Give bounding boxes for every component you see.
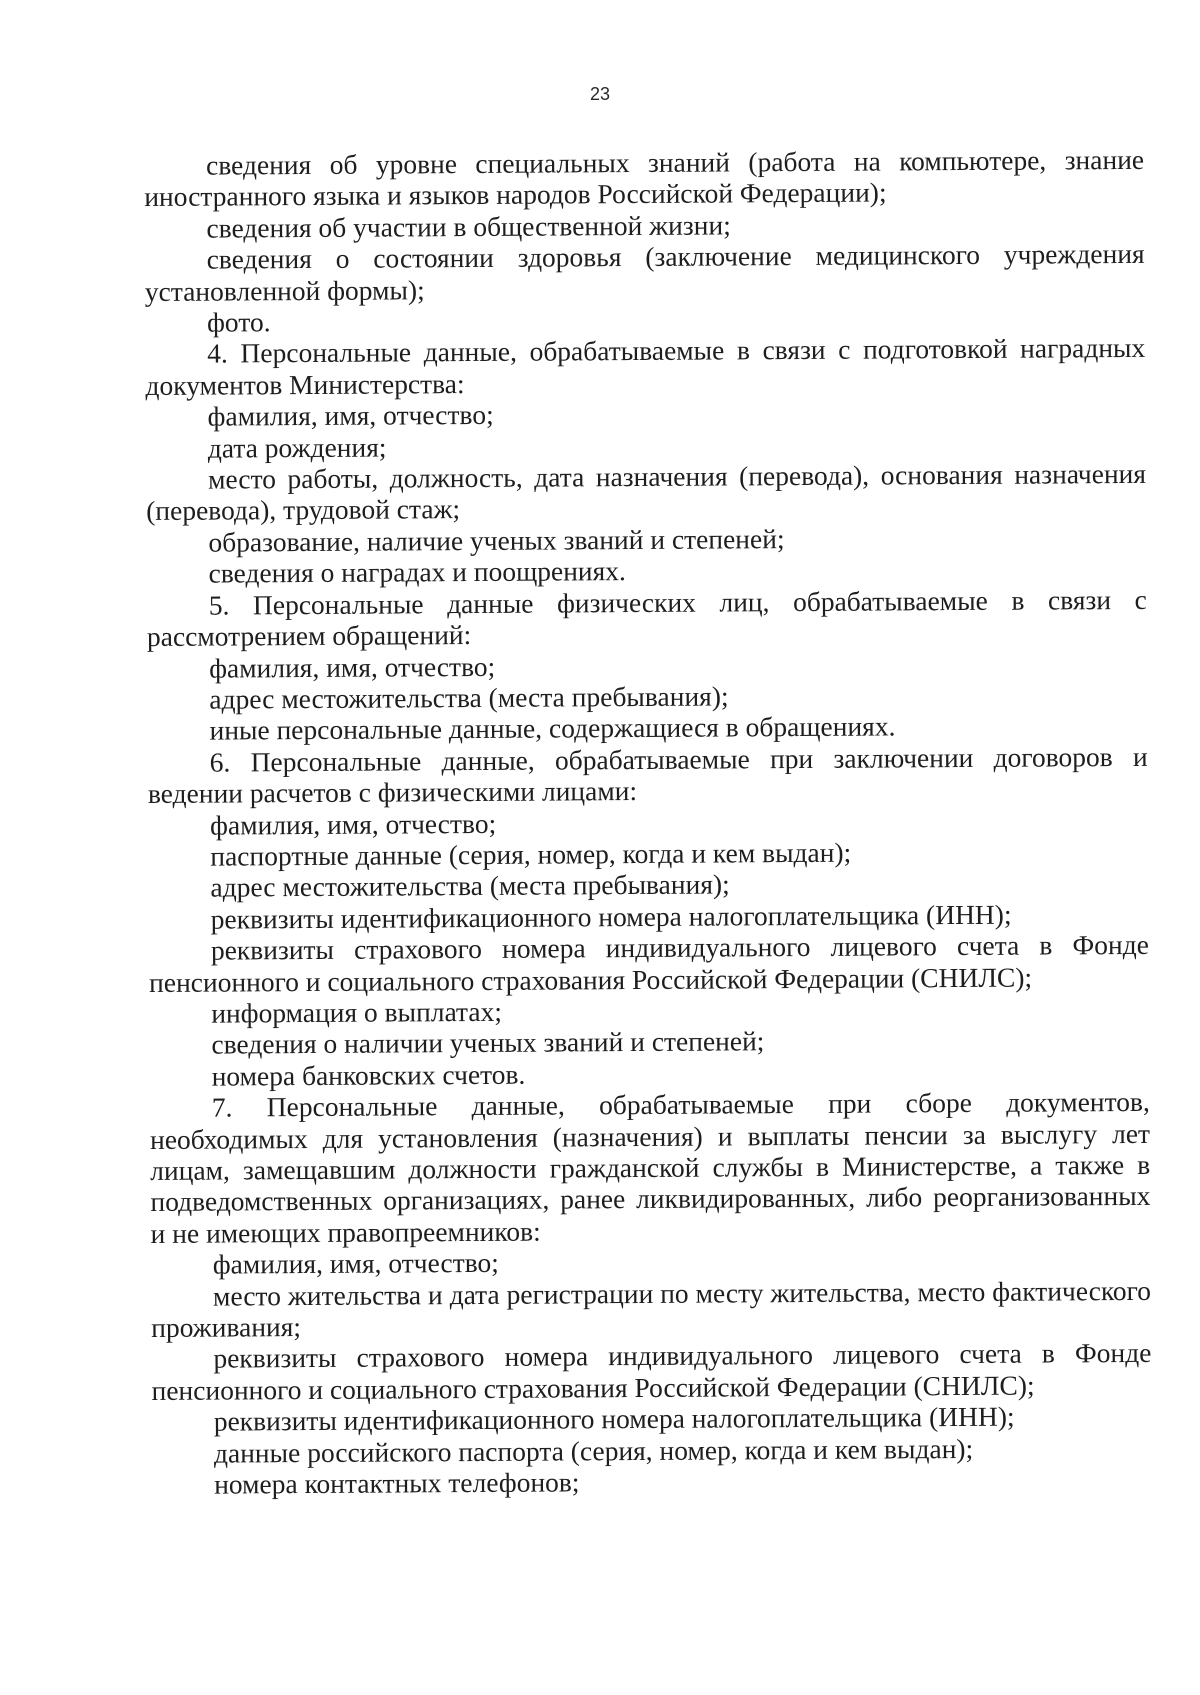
paragraph: фото.: [206, 306, 271, 338]
paragraph: паспортные данные (серия, номер, когда и кем выдан);: [210, 836, 852, 872]
paragraph: номера банковских счетов.: [211, 1058, 526, 1092]
section-heading-7: 7. Персональные данные, обрабатываемые при сборе документов, необходимых для установления (назначения) и выплаты пенсии за выслугу лет лицам, замещавшим должности гражданской службы в Министерстве, а также в подведомственных организациях, ранее ликвидированных, либо реорганизованных и не имеющих правопреемников:: [149, 1086, 1151, 1249]
section-heading-6: 6. Персональные данные, обрабатываемые при заключении договоров и ведении расчетов с физическими лицами:: [147, 740, 1148, 810]
paragraph: адрес местожительства (места пребывания);: [209, 680, 729, 715]
paragraph: реквизиты идентификационного номера налогоплательщика (ИНН);: [213, 1400, 1015, 1437]
paragraph: сведения о состоянии здоровья (заключение медицинского учреждения установленной формы);: [144, 238, 1145, 307]
document-body: [144, 144, 1152, 1501]
paragraph: место жительства и дата регистрации по месту жительства, место фактического проживания;: [151, 1274, 1152, 1344]
paragraph: фамилия, имя, отчество;: [212, 1247, 499, 1280]
paragraph: реквизиты идентификационного номера налогоплательщика (ИНН);: [210, 898, 1012, 935]
paragraph: номера контактных телефонов;: [214, 1466, 580, 1500]
paragraph: сведения об участии в общественной жизни;: [206, 209, 731, 244]
paragraph: сведения об уровне специальных знаний (работа на компьютере, знание иностранного языка и языков народов Российской Федерации);: [144, 143, 1145, 213]
paragraph: данные российского паспорта (серия, номер, когда и кем выдан);: [213, 1432, 974, 1469]
paragraph: фамилия, имя, отчество;: [209, 650, 496, 684]
section-heading-5: 5. Персональные данные физических лиц, обрабатываемые в связи с рассмотрением обращений:: [146, 583, 1147, 653]
paragraph: информация о выплатах;: [211, 995, 503, 1029]
paragraph: образование, наличие ученых званий и степеней;: [208, 522, 785, 558]
paragraph: сведения о наличии ученых званий и степеней;: [211, 1025, 765, 1060]
paragraph: место работы, должность, дата назначения (перевода), основания назначения (перевода), трудовой стаж;: [146, 457, 1147, 527]
paragraph: реквизиты страхового номера индивидуального лицевого счета в Фонде пенсионного и социального страхования Российской Федерации (СНИЛС);: [151, 1337, 1152, 1406]
section-heading-4: 4. Персональные данные, обрабатываемые в связи с подготовкой наградных документов Министерства:: [145, 332, 1146, 401]
paragraph: фамилия, имя, отчество;: [207, 399, 494, 432]
paragraph: дата рождения;: [207, 431, 387, 464]
paragraph: иные персональные данные, содержащиеся в обращениях.: [209, 710, 896, 746]
paragraph: реквизиты страхового номера индивидуального лицевого счета в Фонде пенсионного и социального страхования Российской Федерации (СНИЛС);: [148, 929, 1149, 998]
paragraph: адрес местожительства (места пребывания);: [210, 868, 730, 903]
paragraph: сведения о наградах и поощрениях.: [208, 555, 626, 589]
paragraph: фамилия, имя, отчество;: [210, 807, 497, 841]
page-number: 23: [589, 84, 611, 104]
